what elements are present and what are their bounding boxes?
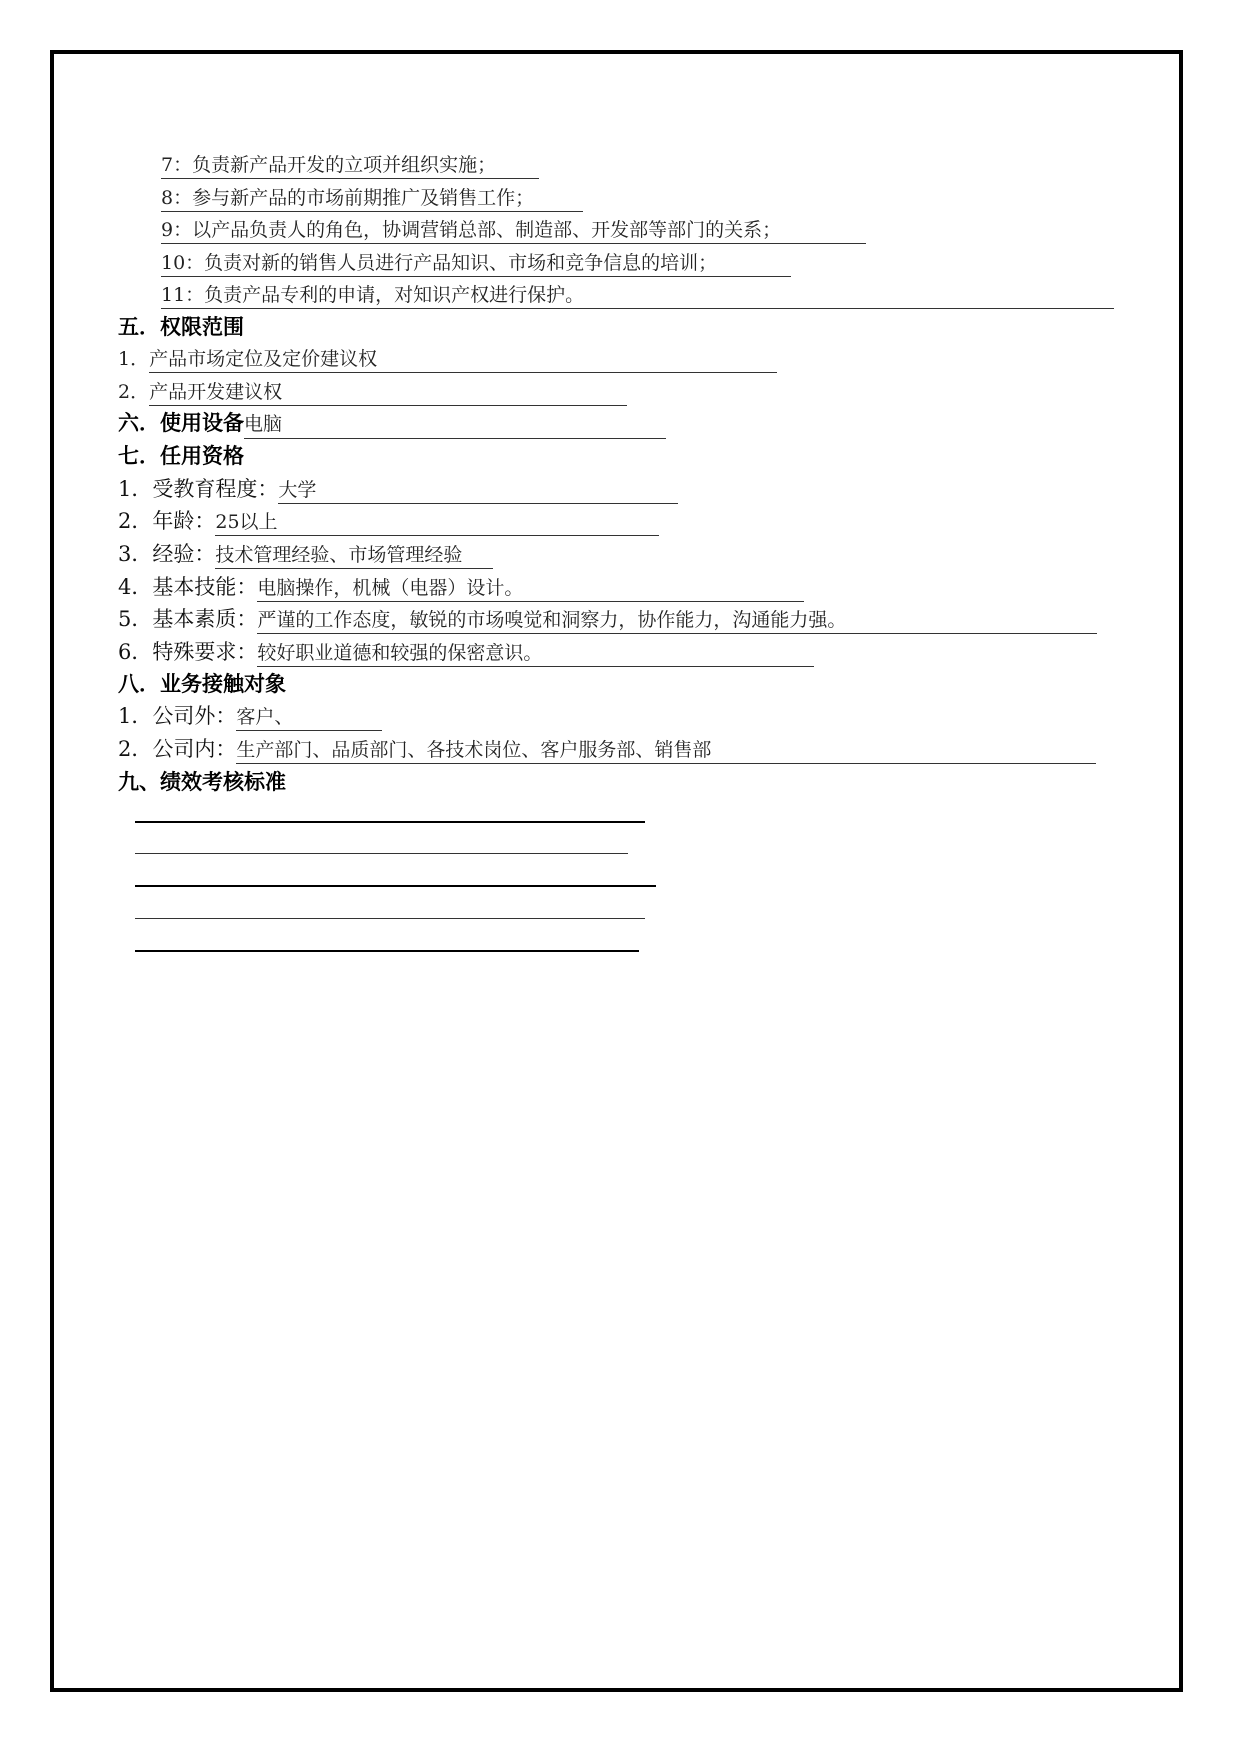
duty-item-8: 8：参与新产品的市场前期推广及销售工作； — [161, 186, 583, 212]
qualification-quality: 5．基本素质：严谨的工作态度，敏锐的市场嗅觉和洞察力，协作能力，沟通能力强。 — [118, 607, 1097, 634]
duty-item-10: 10：负责对新的销售人员进行产品知识、市场和竞争信息的培训； — [161, 251, 791, 277]
qualification-education: 1．受教育程度：大学 — [118, 477, 678, 504]
section-heading-qualifications: 七．任用资格 — [118, 444, 244, 468]
contact-internal: 2．公司内：生产部门、品质部门、各技术岗位、客户服务部、销售部 — [118, 737, 1096, 764]
performance-blank-line — [135, 950, 639, 952]
authority-item-2: 2．产品开发建议权 — [118, 380, 627, 406]
duty-item-11: 11：负责产品专利的申请，对知识产权进行保护。 — [161, 283, 1114, 309]
section-heading-contacts: 八．业务接触对象 — [118, 672, 286, 696]
duty-item-9: 9：以产品负责人的角色，协调营销总部、制造部、开发部等部门的关系； — [161, 218, 866, 244]
performance-blank-line — [135, 885, 656, 887]
authority-item-1: 1．产品市场定位及定价建议权 — [118, 347, 777, 373]
duty-item-7: 7：负责新产品开发的立项并组织实施； — [161, 153, 539, 179]
section-heading-equipment: 六．使用设备 — [118, 411, 244, 435]
qualification-experience: 3．经验：技术管理经验、市场管理经验 — [118, 542, 493, 569]
equipment-row — [118, 410, 666, 439]
section-heading-performance: 九、绩效考核标准 — [118, 770, 286, 794]
qualification-skills: 4．基本技能：电脑操作，机械（电器）设计。 — [118, 575, 804, 602]
equipment-value: 电脑 — [244, 411, 666, 439]
qualification-special: 6．特殊要求：较好职业道德和较强的保密意识。 — [118, 640, 814, 667]
performance-blank-line — [135, 853, 628, 854]
qualification-age: 2．年龄：25以上 — [118, 509, 659, 536]
section-heading-authority: 五．权限范围 — [118, 315, 244, 339]
contact-external: 1．公司外：客户、 — [118, 704, 382, 731]
performance-blank-line — [135, 918, 645, 919]
performance-blank-line — [135, 821, 645, 823]
